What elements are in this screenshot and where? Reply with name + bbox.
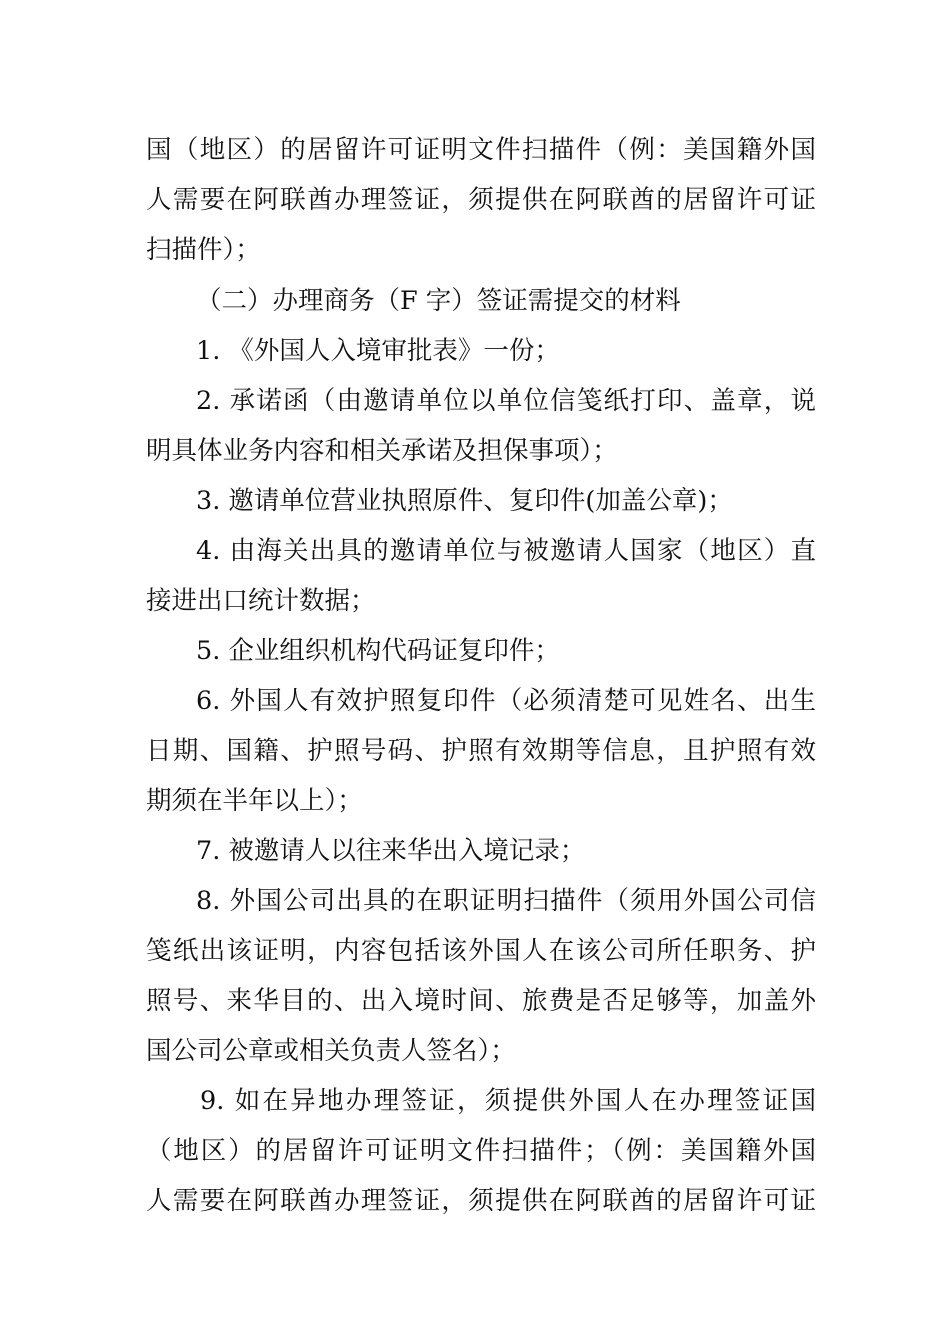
text-line: （地区）的居留许可证明文件扫描件；（例：美国籍外国 (146, 1136, 816, 1166)
text-line: 笺纸出该证明，内容包括该外国人在该公司所任职务、护 (146, 936, 816, 966)
text-line: 国公司公章或相关负责人签名）； (146, 1036, 516, 1066)
section-heading: （二）办理商务（F 字）签证需提交的材料 (196, 286, 681, 316)
text-line: 日期、国籍、护照号码、护照有效期等信息，且护照有效 (146, 736, 816, 766)
list-item: 9. 如在异地办理签证，须提供外国人在办理签证国 (200, 1086, 816, 1116)
list-item: 3. 邀请单位营业执照原件、复印件(加盖公章)； (196, 486, 733, 516)
text-line: 扫描件）； (146, 235, 261, 265)
text-line: 明具体业务内容和相关承诺及担保事项）； (146, 436, 618, 466)
text-line: 人需要在阿联酋办理签证，须提供在阿联酋的居留许可证 (146, 185, 816, 215)
list-item: 7. 被邀请人以往来华出入境记录； (196, 836, 586, 866)
list-item: 8. 外国公司出具的在职证明扫描件（须用外国公司信 (196, 886, 816, 916)
text-line: 人需要在阿联酋办理签证，须提供在阿联酋的居留许可证 (146, 1186, 816, 1216)
list-item: 2. 承诺函（由邀请单位以单位信笺纸打印、盖章，说 (196, 386, 816, 416)
list-item: 5. 企业组织机构代码证复印件； (196, 636, 560, 666)
text-line: 照号、来华目的、出入境时间、旅费是否足够等，加盖外 (146, 986, 816, 1016)
list-item: 1. 《外国人入境审批表》一份； (196, 336, 560, 366)
text-line: 期须在半年以上）； (146, 786, 363, 816)
text-line: 接进出口统计数据； (146, 586, 376, 616)
list-item: 4. 由海关出具的邀请单位与被邀请人国家（地区）直 (196, 536, 816, 566)
list-item: 6. 外国人有效护照复印件（必须清楚可见姓名、出生 (196, 686, 816, 716)
text-line: 国（地区）的居留许可证明文件扫描件（例：美国籍外国 (146, 135, 816, 165)
